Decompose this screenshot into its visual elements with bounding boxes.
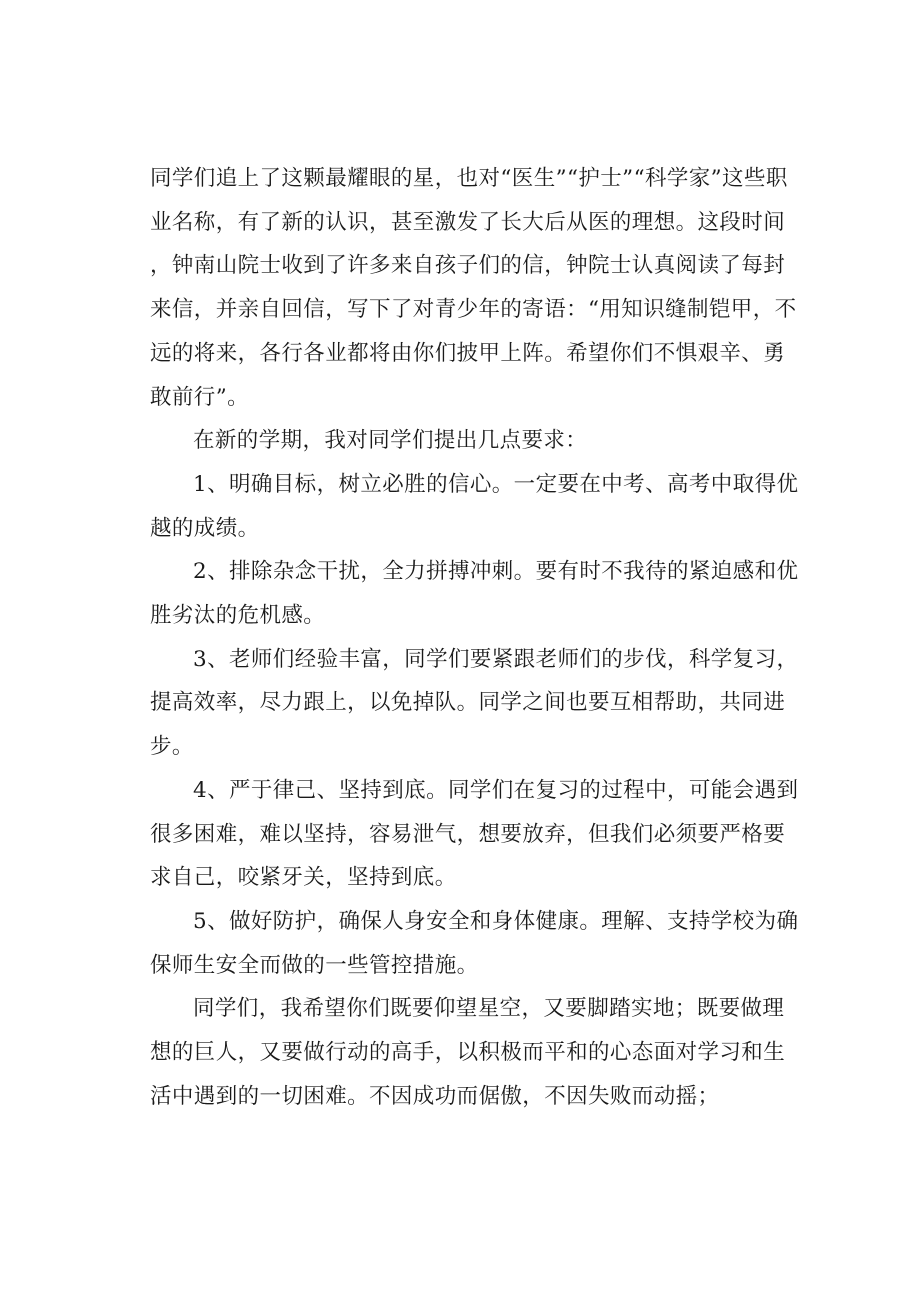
paragraph-requirement-2: 2、排除杂念干扰，全力拼搏冲刺。要有时不我待的紧迫感和优胜劣汰的危机感。 — [150, 559, 799, 629]
paragraph-intro: 同学们追上了这颗最耀眼的星，也对“医生”“护士”“科学家”这些职业名称，有了新的认识，甚至激发了长大后从医的理想。这段时间，钟南山院士收到了许多来自孩子们的信，钟院士认真阅读了每封来信，并亲自回信，写下了对青少年的寄语：“用知识缝制铠甲，不远的将来，各行各业都将由你们披甲上阵。希望你们不惧艰辛、勇敢前行”。 — [150, 166, 797, 410]
paragraph-requirements-intro: 在新的学期，我对同学们提出几点要求： — [193, 428, 588, 454]
paragraph-closing: 同学们，我希望你们既要仰望星空，又要脚踏实地；既要做理想的巨人，又要做行动的高手，以积极而平和的心态面对学习和生活中遇到的一切困难。不因成功而倨傲，不因失败而动摇； — [150, 996, 786, 1109]
paragraph-requirement-5: 5、做好防护，确保人身安全和身体健康。理解、支持学校为确保师生安全而做的一些管控措施。 — [150, 908, 799, 978]
paragraph-requirement-4: 4、严于律己、坚持到底。同学们在复习的过程中，可能会遇到很多困难，难以坚持，容易泄气，想要放弃，但我们必须要严格要求自己，咬紧牙关，坚持到底。 — [150, 777, 799, 891]
document-body — [150, 157, 802, 1118]
paragraph-requirement-3: 3、老师们经验丰富，同学们要紧跟老师们的步伐，科学复习，提高效率，尽力跟上，以免掉队。同学之间也要互相帮助，共同进步。 — [150, 646, 799, 760]
paragraph-requirement-1: 1、明确目标，树立必胜的信心。一定要在中考、高考中取得优越的成绩。 — [150, 471, 799, 541]
